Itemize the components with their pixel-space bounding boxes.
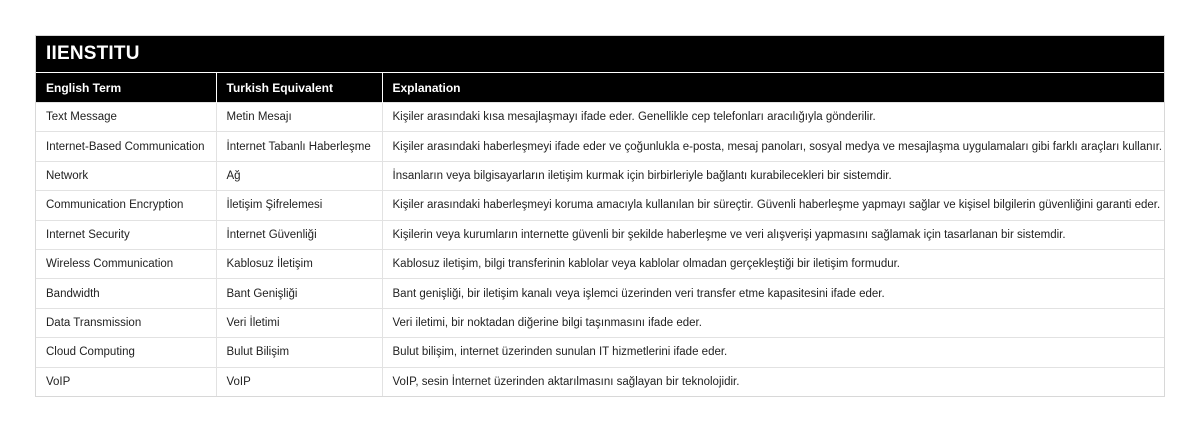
table-row (36, 191, 1164, 220)
english-term-cell: Cloud Computing (36, 338, 216, 367)
english-term-cell: Internet Security (36, 220, 216, 249)
turkish-equivalent-cell: Bant Genişliği (216, 279, 382, 308)
table-row (36, 161, 1164, 190)
explanation-cell: Bulut bilişim, internet üzerinden sunulan IT hizmetlerini ifade eder. (382, 338, 1164, 367)
english-term-cell: Bandwidth (36, 279, 216, 308)
turkish-equivalent-cell: İnternet Güvenliği (216, 220, 382, 249)
english-term-cell: Wireless Communication (36, 249, 216, 278)
table-row (36, 220, 1164, 249)
turkish-equivalent-cell: Ağ (216, 161, 382, 190)
table-row (36, 103, 1164, 132)
table-row (36, 132, 1164, 161)
explanation-cell: Kablosuz iletişim, bilgi transferinin kablolar veya kablolar olmadan gerçekleştiği bir iletişim formudur. (382, 249, 1164, 278)
turkish-equivalent-cell: Kablosuz İletişim (216, 249, 382, 278)
turkish-equivalent-cell: Veri İletimi (216, 308, 382, 337)
glossary-table (36, 72, 1164, 396)
column-header-turkish-equivalent: Turkish Equivalent (216, 73, 382, 103)
english-term-cell: Communication Encryption (36, 191, 216, 220)
english-term-cell: Internet-Based Communication (36, 132, 216, 161)
table-row (36, 308, 1164, 337)
table-header-row (36, 73, 1164, 103)
column-header-english-term: English Term (36, 73, 216, 103)
turkish-equivalent-cell: Bulut Bilişim (216, 338, 382, 367)
brand-header (36, 36, 1164, 72)
explanation-cell: Veri iletimi, bir noktadan diğerine bilgi taşınmasını ifade eder. (382, 308, 1164, 337)
explanation-cell: Kişiler arasındaki haberleşmeyi ifade eder ve çoğunlukla e-posta, mesaj panoları, sosyal medya ve mesajlaşma uygulamaları gibi farklı araçları kullanır. (382, 132, 1164, 161)
turkish-equivalent-cell: İletişim Şifrelemesi (216, 191, 382, 220)
table-row (36, 249, 1164, 278)
turkish-equivalent-cell: İnternet Tabanlı Haberleşme (216, 132, 382, 161)
table-row (36, 367, 1164, 396)
brand-title: IIENSTITU (46, 43, 140, 64)
english-term-cell: VoIP (36, 367, 216, 396)
explanation-cell: İnsanların veya bilgisayarların iletişim kurmak için birbirleriyle bağlantı kurabilecekleri bir sistemdir. (382, 161, 1164, 190)
english-term-cell: Data Transmission (36, 308, 216, 337)
turkish-equivalent-cell: Metin Mesajı (216, 103, 382, 132)
english-term-cell: Network (36, 161, 216, 190)
explanation-cell: Kişilerin veya kurumların internette güvenli bir şekilde haberleşme ve veri alışverişi yapmasını sağlamak için tasarlanan bir sistemdir. (382, 220, 1164, 249)
explanation-cell: VoIP, sesin İnternet üzerinden aktarılmasını sağlayan bir teknolojidir. (382, 367, 1164, 396)
explanation-cell: Kişiler arasındaki haberleşmeyi koruma amacıyla kullanılan bir süreçtir. Güvenli haberleşme yapmayı sağlar ve kişisel bilgilerin güvenliğini garanti eder. (382, 191, 1164, 220)
table-row (36, 338, 1164, 367)
table-row (36, 279, 1164, 308)
glossary-table-card (35, 35, 1165, 397)
explanation-cell: Bant genişliği, bir iletişim kanalı veya işlemci üzerinden veri transfer etme kapasitesini ifade eder. (382, 279, 1164, 308)
english-term-cell: Text Message (36, 103, 216, 132)
explanation-cell: Kişiler arasındaki kısa mesajlaşmayı ifade eder. Genellikle cep telefonları aracılığıyla gönderilir. (382, 103, 1164, 132)
turkish-equivalent-cell: VoIP (216, 367, 382, 396)
column-header-explanation: Explanation (382, 73, 1164, 103)
